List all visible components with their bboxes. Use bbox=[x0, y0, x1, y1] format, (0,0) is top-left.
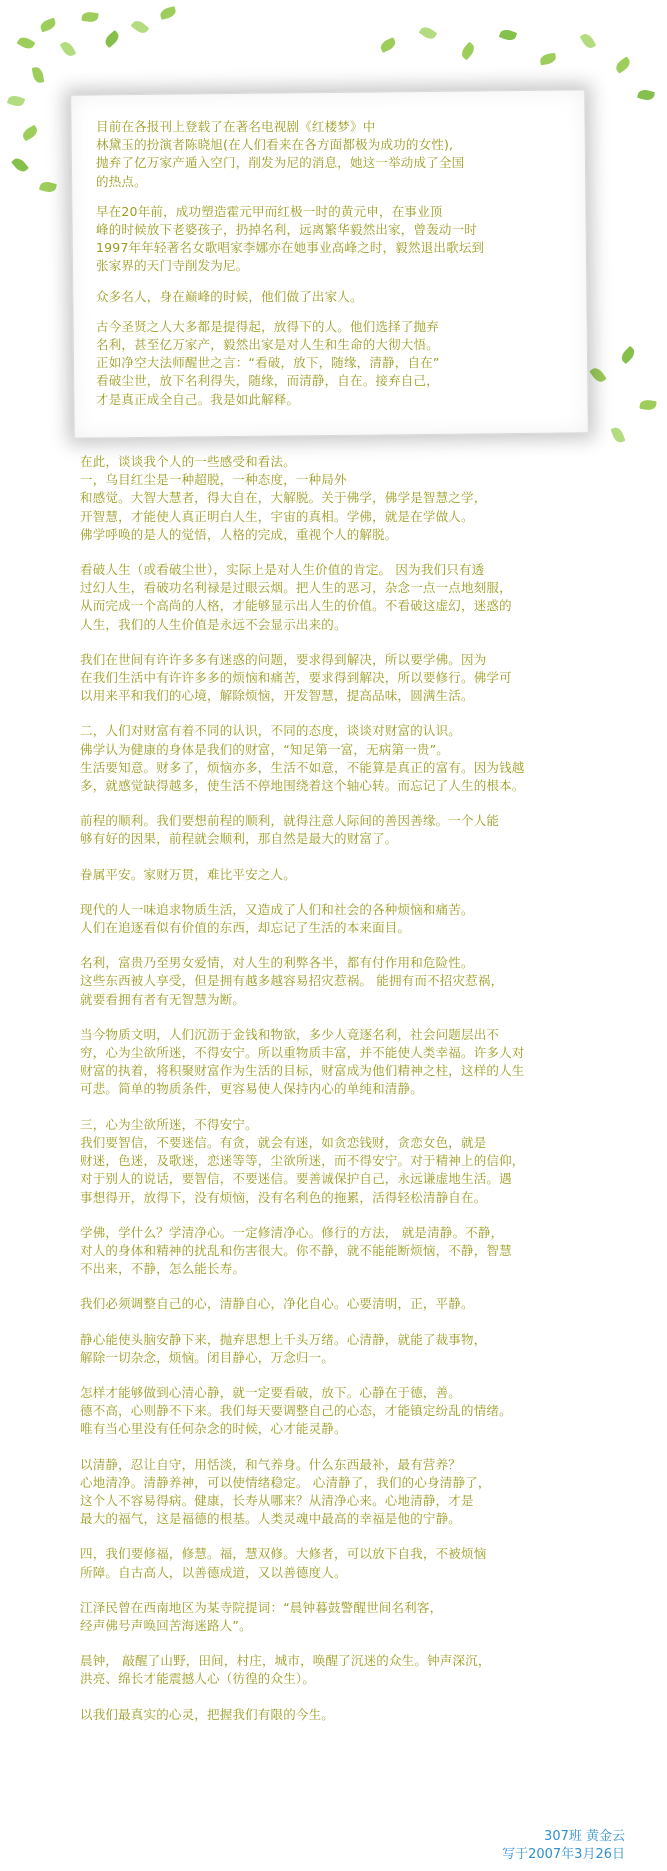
intro-text bbox=[96, 118, 586, 421]
body-paragraph: 静心能使头脑安静下来，抛弃思想上千头万绪。心清静，就能了裁事物， 解除一切杂念，烦恼。闭目静心，万念归一。 bbox=[80, 1331, 487, 1365]
body-paragraph: 怎样才能够做到心清心静，就一定要看破，放下。心静在于德，善。 德不高，心则静不下来。我们每天要调整自己的心态，才能镇定纷乱的情绪。 唯有当心里没有任何杂念的时候，心才能灵静。 bbox=[80, 1384, 512, 1437]
intro-paragraph: 古今圣贤之人大多都是提得起，放得下的人。他们选择了抛弃 名利，甚至亿万家产，毅然出家是对人生和生命的大彻大悟。 正如净空大法师醒世之言：“看破，放下，随缘，清静，自在” 看破尘世，放下名利得失，随缘，而清静，自在。接弃自己， 才是真正成全自己。我是如此解释。 bbox=[96, 318, 440, 407]
body-paragraph: 四，我们要修福，修慧。福，慧双修。大修者，可以放下自我，不被烦恼 所障。自古高人，以善德成道，又以善德度人。 bbox=[80, 1546, 487, 1580]
signature-block bbox=[502, 1828, 625, 1864]
signature-author: 307班 黄金云 bbox=[544, 1829, 625, 1844]
body-paragraph: 眷属平安。家财万贯，难比平安之人。 bbox=[80, 866, 296, 882]
signature-date: 写于2007年3月26日 bbox=[502, 1847, 625, 1862]
body-paragraph: 以清静，忍让自守，用恬淡，和气养身。什么东西最补，最有营养？ 心地清净。清静养神，可以使情绪稳定。 心清静了，我们的心身清静了， 这个人不容易得病。健康，长寿从哪来？从清净心来。心地清静，才是 最大的福气，这是福德的根基。人类灵魂中最高的幸福是他的宁静。 bbox=[80, 1456, 491, 1527]
body-paragraph: 晨钟， 敲醒了山野，田间，村庄，城市，唤醒了沉迷的众生。钟声深沉， 洪亮、绵长才能震撼人心（彷徨的众生）。 bbox=[80, 1653, 491, 1687]
intro-paragraph: 早在20年前，成功塑造霍元甲而红极一时的黄元申，在事业顶 峰的时候放下老婆孩子，扔掉名利，远离繁华毅然出家，曾轰动一时 1997年年轻著名女歌唱家李娜亦在她事业高峰之时，毅然退出歌坛到 张家界的天门寺削发为尼。 bbox=[96, 203, 485, 274]
body-paragraph: 三，心为尘欲所迷，不得安宁。 我们要智信，不要迷信。有贪，就会有迷，如贪恋钱财，贪恋女色，就是 财迷，色迷，及歌迷，恋迷等等，尘欲所迷，而不得安宁。对于精神上的信仰， 对于别人的说话，要智信，不要迷信。要善诚保护自己，永远谦虚地生活。遇 事想得开，放得下，没有烦恼，没有名利色的拖累，活得轻松清静自在。 bbox=[80, 1116, 525, 1205]
body-paragraph: 当今物质文明，人们沉沥于金钱和物欲，多少人竟逐名利，社会问题层出不 穷，心为尘欲所迷，不得安宁。所以重物质丰富，并不能使人类幸福。许多人对 财富的执着，将积聚财富作为生活的目标，财富成为他们精神之柱，这样的人生 可悲。简单的物质条件，更容易使人保持内心的单纯和清静。 bbox=[80, 1026, 525, 1097]
body-paragraph: 我们必须调整自己的心，清静自心，净化自心。心要清明，正，平静。 bbox=[80, 1296, 474, 1312]
body-paragraph: 以我们最真实的心灵，把握我们有限的今生。 bbox=[80, 1706, 335, 1722]
body-paragraph: 在此，谈谈我个人的一些感受和看法。 一，乌目红尘是一种超脱，一种态度，一种局外 和感觉。大智大慧者，得大自在，大解脱。关于佛学，佛学是智慧之学， 开智慧，才能使人真正明白人生，宇宙的真相。学佛，就是在学做人。 佛学呼唤的是人的觉悟，人格的完成，重视个人的解脱。 bbox=[80, 454, 487, 542]
intro-paragraph: 目前在各报刊上登载了在著名电视剧《红楼梦》中 林黛玉的扮演者陈晓旭(在人们看来在各方面都极为成功的女性), 抛弃了亿万家产遁入空门，削发为尼的消息，她这一举动成了全国 的热点。 bbox=[96, 119, 465, 189]
body-paragraph: 我们在世间有许许多多有迷惑的问题，要求得到解决，所以要学佛。因为 在我们生活中有许许多多的烦恼和痛苦，要求得到解决，所以要修行。佛学可 以用来平和我们的心境，解除烦恼，开发智慧，提高品味，圆满生活。 bbox=[80, 651, 512, 704]
body-paragraph: 二，人们对财富有着不同的认识，不同的态度，谈谈对财富的认识。 佛学认为健康的身体是我们的财富，“知足第一富，无病第一贵”。 生活要知意。财多了，烦恼亦多，生活不如意，不能算是真正的富有。因为钱越 多，就感觉缺得越多，使生活不停地围绕着这个轴心转。而忘记了人生的根本。 bbox=[80, 723, 525, 794]
intro-paragraph: 众多名人，身在巅峰的时候，他们做了出家人。 bbox=[96, 288, 363, 304]
article-body bbox=[80, 453, 640, 1741]
body-paragraph: 名利，富贵乃至男女爱情，对人生的利弊各半，都有付作用和危险性。 这些东西被人享受，但是拥有越多越容易招灾惹祸。 能拥有而不招灾惹祸， 就要看拥有者有无智慧为断。 bbox=[80, 955, 504, 1007]
body-paragraph: 学佛，学什么？学清净心。一定修清净心。修行的方法， 就是清静。不静， 对人的身体和精神的扰乱和伤害很大。你不静，就不能能断烦恼，不静，智慧 不出来，不静，怎么能长寿。 bbox=[80, 1224, 512, 1277]
body-paragraph: 前程的顺利。我们要想前程的顺利，就得注意人际间的善因善缘。一个人能 够有好的因果，前程就会顺利，那自然是最大的财富了。 bbox=[80, 813, 500, 847]
body-paragraph: 现代的人一味追求物质生活，又造成了人们和社会的各种烦恼和痛苦。 人们在追逐看似有价值的东西，却忘记了生活的本来面目。 bbox=[80, 901, 474, 936]
body-paragraph: 江泽民曾在西南地区为某寺院提词：“晨钟暮鼓警醒世间名利客， 经声佛号声唤回苦海迷路人”。 bbox=[80, 1599, 443, 1633]
body-paragraph: 看破人生（或看破尘世），实际上是对人生价值的肯定。 因为我们只有透 过幻人生，看破功名利禄是过眼云烟。把人生的恶习，杂念一点一点地刻服， 从而完成一个高尚的人格，才能够显示出人生的价值。不看破这虚幻，迷惑的 人生，我们的人生价值是永远不会显示出来的。 bbox=[80, 562, 512, 632]
